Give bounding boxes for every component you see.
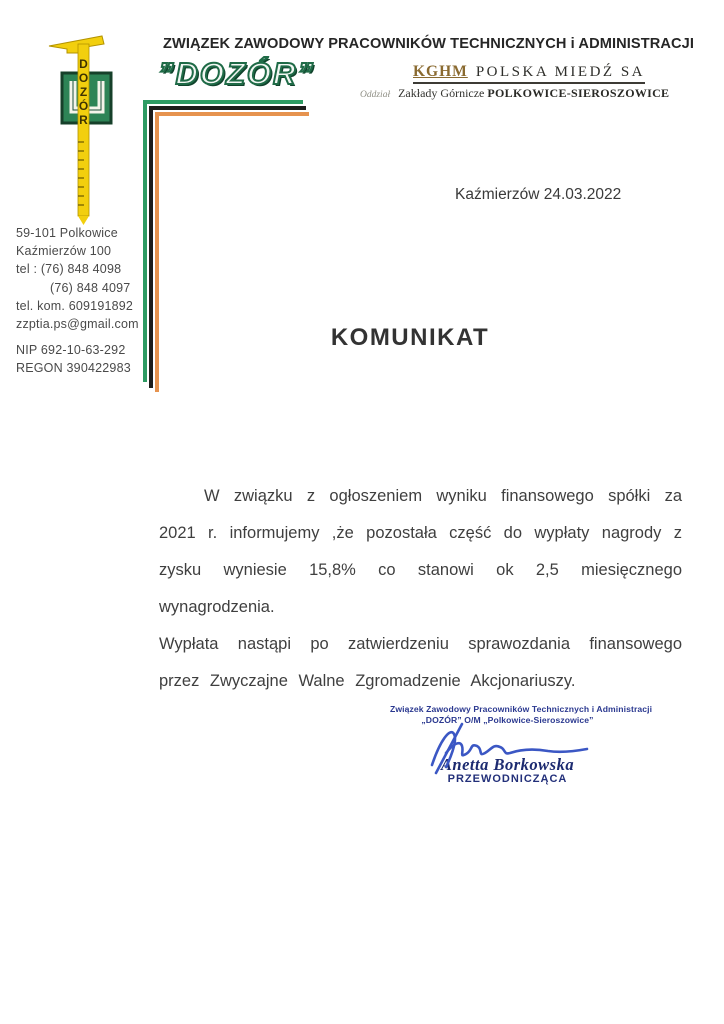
signer-role: PRZEWODNICZĄCA (447, 773, 568, 785)
branch-line (360, 86, 670, 101)
company-line (413, 63, 645, 84)
kghm-brand: KGHM (413, 63, 468, 80)
dozor-wordmark: ”DOZÓR” (158, 56, 315, 91)
contact-block (16, 224, 151, 378)
stripe-green-horizontal (143, 100, 303, 104)
logo-letter: Z (79, 85, 88, 99)
stamp-line-2: „DOZÓR” O/M „Polkowice-Sieroszowice” (421, 715, 594, 725)
company-name: POLSKA MIEDŹ SA (475, 64, 645, 80)
handwritten-signature (416, 721, 591, 775)
contact-regon: REGON 390422983 (16, 361, 131, 376)
contact-nip: NIP 692-10-63-292 (16, 343, 126, 358)
dozor-caliper-logo (45, 20, 123, 228)
logo-letter: R (79, 113, 88, 127)
body-text (159, 478, 682, 700)
logo-letter: D (79, 57, 88, 71)
contact-address-line: Kaźmierzów 100 (16, 244, 112, 259)
contact-phone-line: tel : (76) 848 4098 (16, 262, 122, 277)
logo-letter: Ó (78, 99, 89, 113)
signature-block (390, 704, 653, 799)
body-paragraph-2: Wypłata nastąpi po zatwierdzeniu sprawozdania finansowego przez Zwyczajne Walne Zgromadzenie Akcjonariuszy. (159, 635, 682, 690)
logo-letter: O (78, 71, 89, 85)
body-paragraph-1: W związku z ogłoszeniem wyniku finansowego spółki za 2021 r. informujemy ,że pozostała część do wypłaty nagrody z zysku wyniesie 15,8% co stanowi ok 2,5 miesięcznego wynagrodzenia. (159, 487, 682, 616)
stamp-line-1: Związek Zawodowy Pracowników Technicznych i Administracji (390, 704, 653, 714)
branch-text: Zakłady Górnicze (398, 86, 485, 100)
branch-name: POLKOWICE-SIEROSZOWICE (487, 86, 670, 100)
document-title: KOMUNIKAT (330, 324, 490, 351)
caliper-blade (49, 36, 104, 53)
organization-title: ZWIĄZEK ZAWODOWY PRACOWNIKÓW TECHNICZNYCH i ADMINISTRACJI (163, 36, 695, 52)
stripe-orange-horizontal (155, 112, 309, 116)
branch-label: Oddział (360, 90, 391, 100)
contact-email: zzptia.ps@gmail.com (16, 317, 139, 332)
logo-vertical-letters (79, 57, 88, 127)
contact-mobile-line: tel. kom. 609191892 (16, 298, 134, 313)
company-block (360, 63, 670, 101)
place-and-date: Kaźmierzów 24.03.2022 (455, 186, 622, 203)
contact-phone-line: (76) 848 4097 (50, 280, 131, 295)
contact-address-line: 59-101 Polkowice (16, 226, 118, 240)
contact-spacer (16, 333, 151, 341)
stripe-black-horizontal (149, 106, 306, 110)
signer-name: Anetta Borkowska (440, 755, 575, 774)
